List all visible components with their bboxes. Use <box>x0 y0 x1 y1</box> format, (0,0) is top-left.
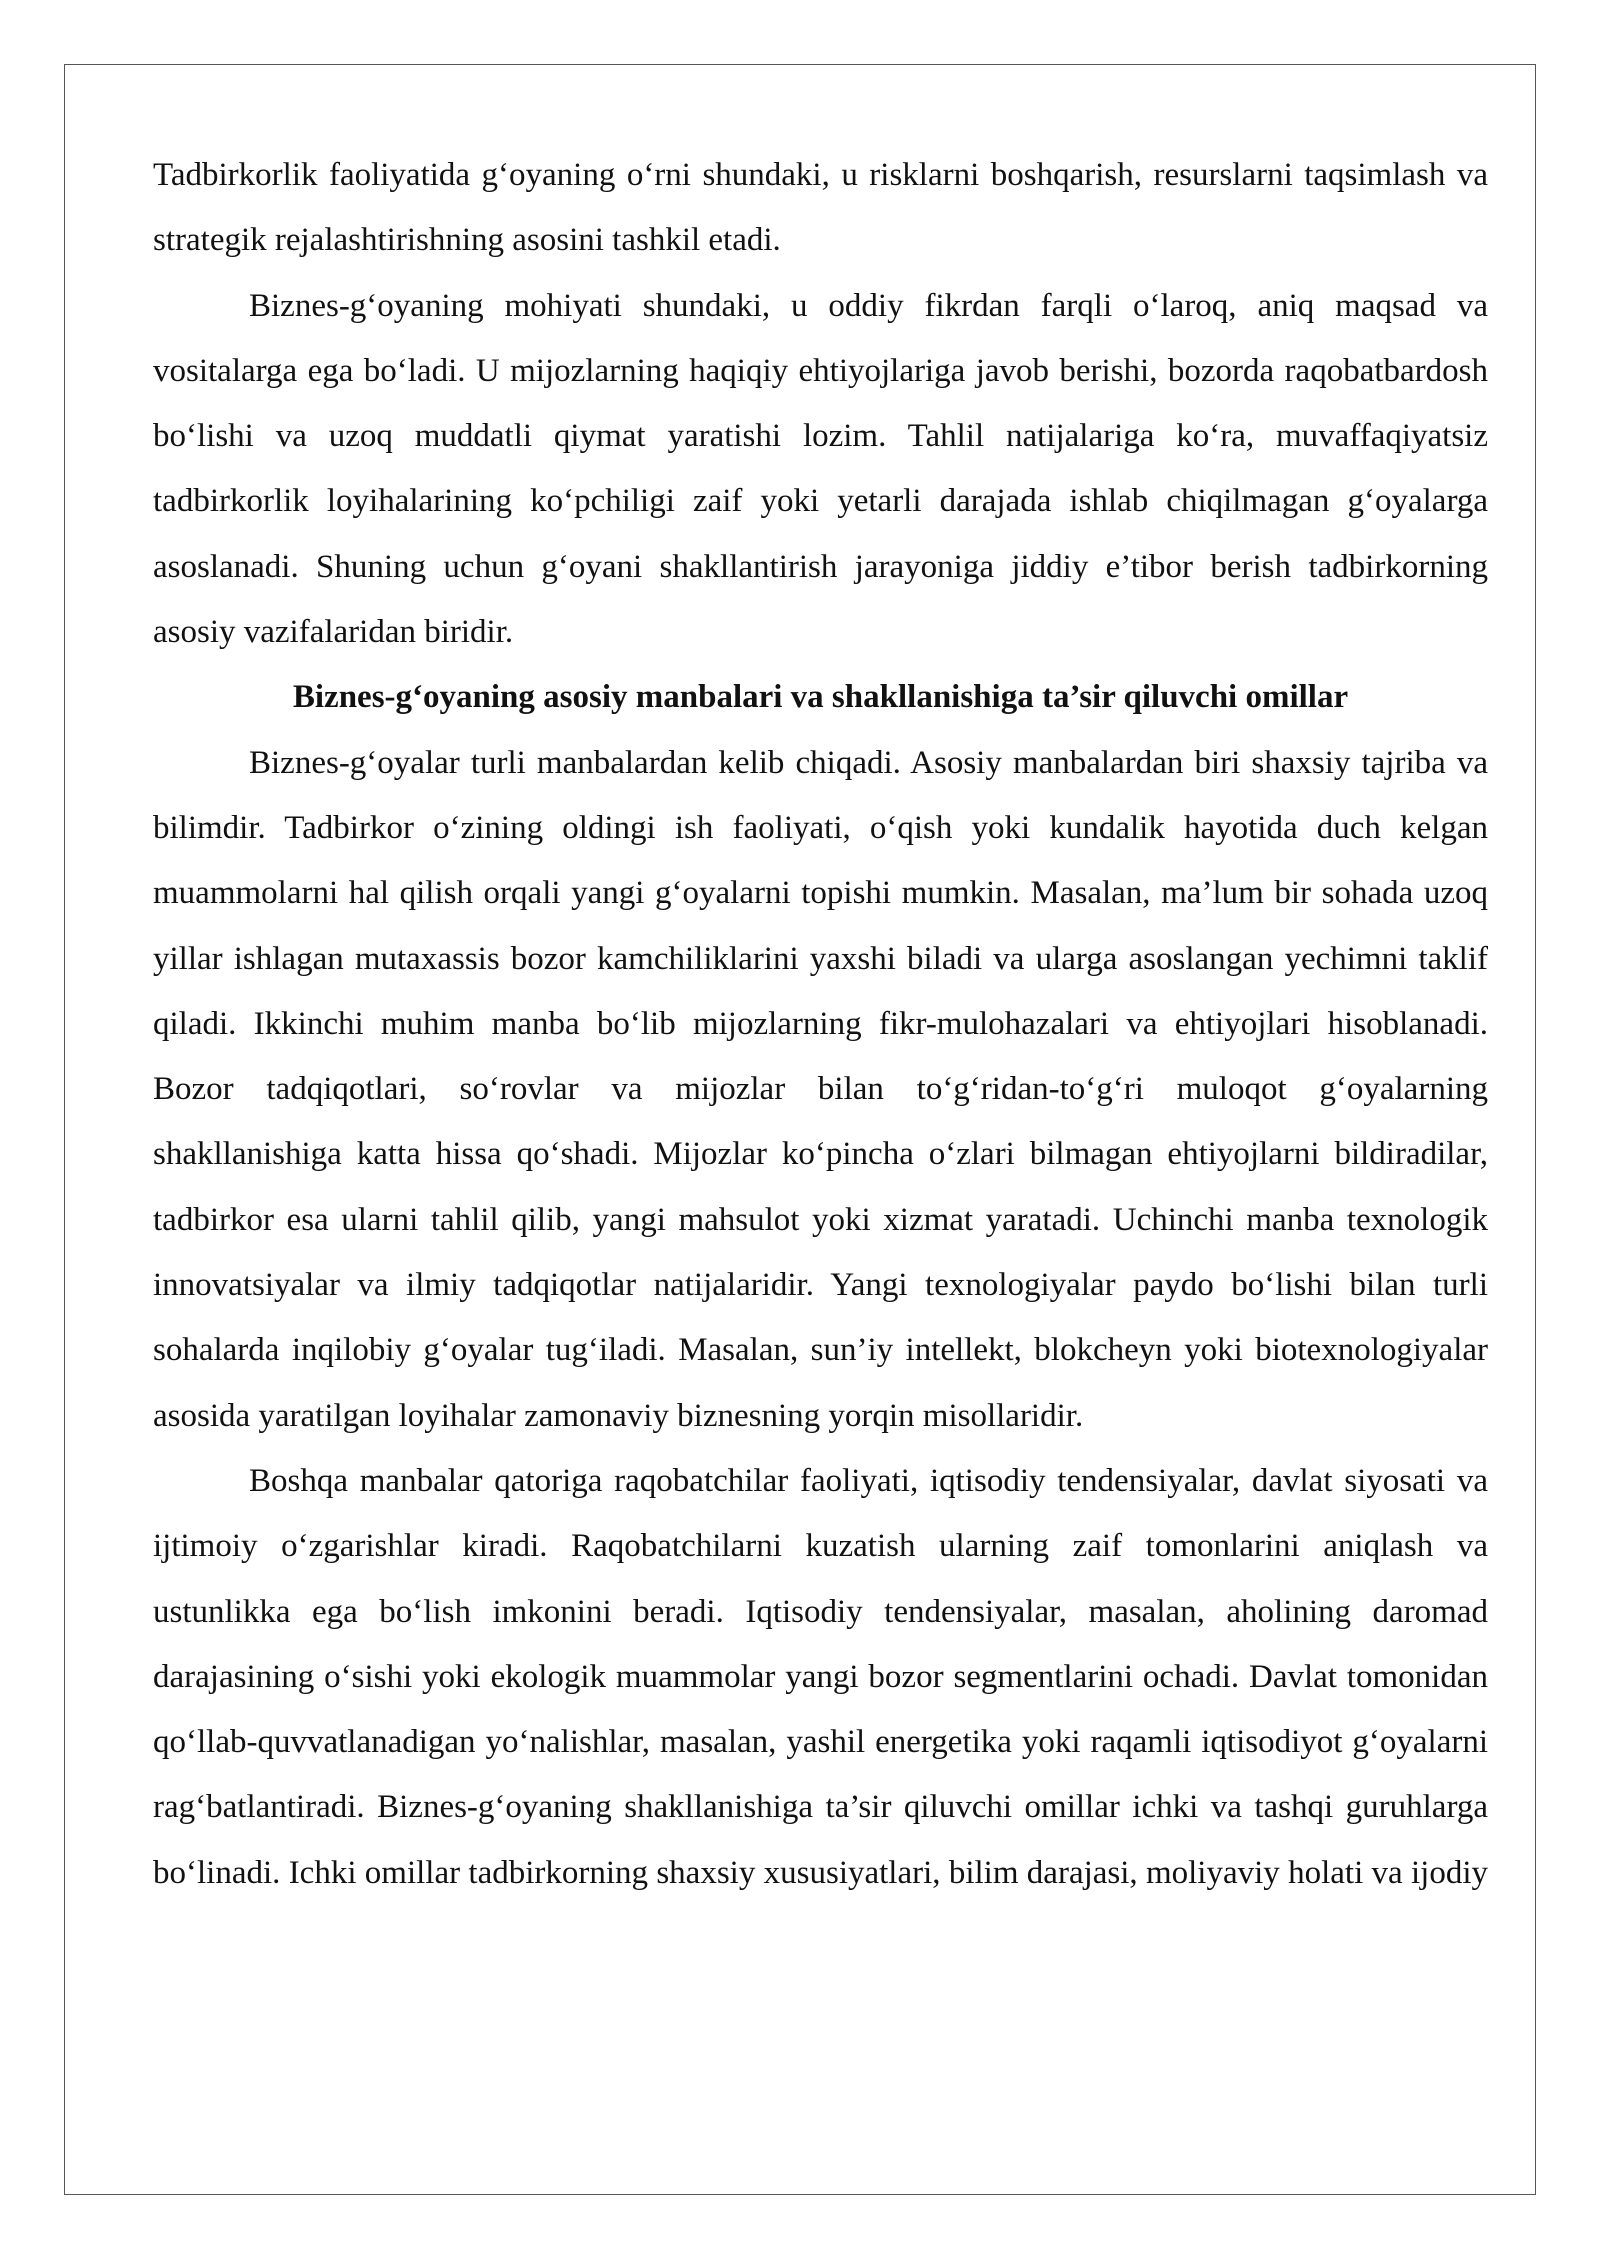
paragraph-other-sources: Boshqa manbalar qatoriga raqobatchilar faoliyati, iqtisodiy tendensiyalar, davlat siyosati va ijtimoiy o‘zgarishlar kiradi. Raqobatchilarni kuzatish ularning zaif tomonlarini aniqlash va ustunlikka ega bo‘lish imkonini beradi. Iqtisodiy tendensiyalar, masalan, aholining daromad darajasining o‘sishi yoki ekologik muammolar yangi bozor segmentlarini ochadi. Davlat tomonidan qo‘llab-quvvatlanadigan yo‘nalishlar, masalan, yashil energetika yoki raqamli iqtisodiyot g‘oyalarni rag‘batlantiradi. Biznes-g‘oyaning shakllanishiga ta’sir qiluvchi omillar ichki va tashqi guruhlarga bo‘linadi. Ichki omillar tadbirkorning shaxsiy xususiyatlari, bilim darajasi, moliyaviy holati va ijodiy <box>153 1462 1488 1891</box>
paragraph-essence: Biznes-g‘oyaning mohiyati shundaki, u oddiy fikrdan farqli o‘laroq, aniq maqsad va vositalarga ega bo‘ladi. U mijozlarning haqiqiy ehtiyojlariga javob berishi, bozorda raqobatbardosh bo‘lishi va uzoq muddatli qiymat yaratishi lozim. Tahlil natijalariga ko‘ra, muvaffaqiyatsiz tadbirkorlik loyihalarining ko‘pchiligi zaif yoki yetarli darajada ishlab chiqilmagan g‘oyalarga asoslanadi. Shuning uchun g‘oyani shakllantirish jarayoniga jiddiy e’tibor berish tadbirkorning asosiy vazifalaridan biridir. <box>153 287 1488 651</box>
paragraph-sources: Biznes-g‘oyalar turli manbalardan kelib chiqadi. Asosiy manbalardan biri shaxsiy tajriba va bilimdir. Tadbirkor o‘zining oldingi ish faoliyati, o‘qish yoki kundalik hayotida duch kelgan muammolarni hal qilish orqali yangi g‘oyalarni topishi mumkin. Masalan, ma’lum bir sohada uzoq yillar ishlagan mutaxassis bozor kamchiliklarini yaxshi biladi va ularga asoslangan yechimni taklif qiladi. Ikkinchi muhim manba bo‘lib mijozlarning fikr-mulohazalari va ehtiyojlari hisoblanadi. Bozor tadqiqotlari, so‘rovlar va mijozlar bilan to‘g‘ridan-to‘g‘ri muloqot g‘oyalarning shakllanishiga katta hissa qo‘shadi. Mijozlar ko‘pincha o‘zlari bilmagan ehtiyojlarni bildiradilar, tadbirkor esa ularni tahlil qilib, yangi mahsulot yoki xizmat yaratadi. Uchinchi manba texnologik innovatsiyalar va ilmiy tadqiqotlar natijalaridir. Yangi texnologiyalar paydo bo‘lishi bilan turli sohalarda inqilobiy g‘oyalar tug‘iladi. Masalan, sun’iy intellekt, blokcheyn yoki biotexnologiyalar asosida yaratilgan loyihalar zamonaviy biznesning yorqin misollaridir. <box>153 744 1488 1434</box>
document-body <box>153 143 1488 1906</box>
section-heading: Biznes-g‘oyaning asosiy manbalari va shakllanishiga ta’sir qiluvchi omillar <box>292 679 1349 716</box>
paragraph-intro-continued: Tadbirkorlik faoliyatida g‘oyaning o‘rni shundaki, u risklarni boshqarish, resurslarni taqsimlash va strategik rejalashtirishning asosini tashkil etadi. <box>153 157 1488 259</box>
